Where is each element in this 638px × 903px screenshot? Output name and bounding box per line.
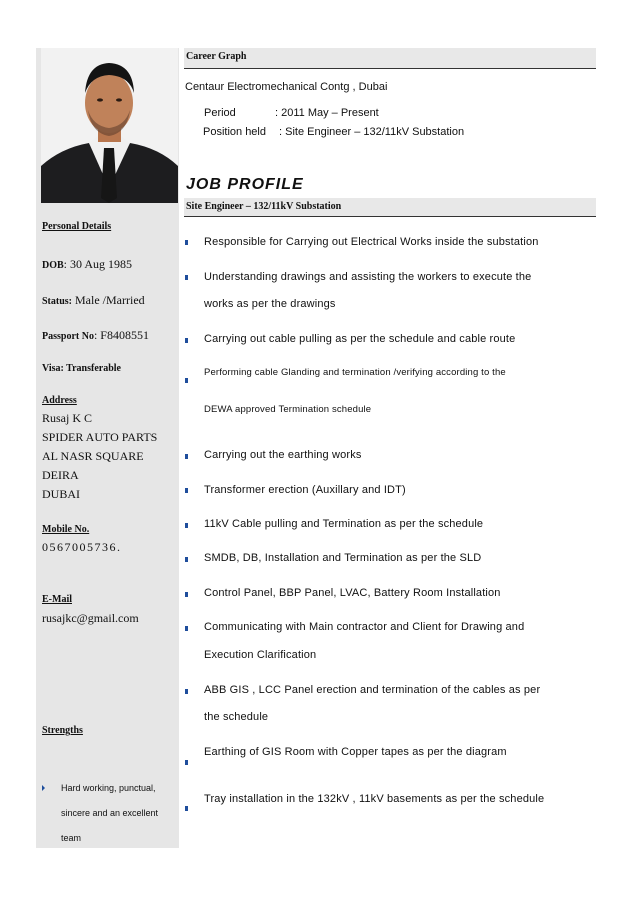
job-item: DEWA approved Termination schedule [204,404,372,415]
dob-value: : 30 Aug 1985 [63,257,133,271]
address-line: DEIRA [42,468,79,482]
passport-value: : F8408551 [93,328,149,342]
strength-line: Hard working, punctual, [61,783,156,793]
bullet-icon [185,454,188,459]
strength-line: team [61,833,82,843]
job-item: works as per the drawings [204,298,336,310]
bullet-icon [185,557,188,562]
job-item: Execution Clarification [204,649,317,661]
job-profile-title: JOB PROFILE [186,176,304,193]
job-subheading-bar [184,198,596,217]
job-item: Carrying out the earthing works [204,449,362,461]
period-value: : 2011 May – Present [275,107,379,119]
address-line: Rusaj K C [42,411,93,425]
job-item: Responsible for Carrying out Electrical Works inside the substation [204,236,539,248]
visa-text: Visa: Transferable [42,363,121,374]
job-item: Performing cable Glanding and termination /verifying according to the [204,367,506,378]
job-item: Tray installation in the 132kV , 11kV basements as per the schedule [204,793,545,805]
status-value: Male /Married [72,293,145,307]
career-graph-bar [184,48,596,69]
job-item: Earthing of GIS Room with Copper tapes as per the diagram [204,746,507,758]
bullet-icon [185,240,188,245]
bullet-icon [185,760,188,765]
bullet-arrow-icon [42,785,45,791]
address-line: SPIDER AUTO PARTS [42,430,158,444]
job-item: Understanding drawings and assisting the workers to execute the [204,271,532,283]
passport-label: Passport No [42,331,94,342]
personal-details-heading: Personal Details [42,221,112,232]
mobile-heading: Mobile No. [42,524,90,535]
strength-item [42,776,174,851]
passport-row [42,326,149,344]
address-heading: Address [42,395,77,406]
position-value: : Site Engineer – 132/11kV Substation [279,126,465,138]
strengths-heading: Strengths [42,725,83,736]
position-label: Position held [203,126,266,138]
sidebar [36,48,179,848]
bullet-icon [185,592,188,597]
status-label: Status: [42,296,73,307]
status-row [42,291,145,309]
dob-label: DOB [42,260,64,271]
email-value: rusajkc@gmail.com [42,611,139,625]
job-item: ABB GIS , LCC Panel erection and termination of the cables as per [204,684,541,696]
bullet-icon [185,338,188,343]
bullet-icon [185,689,188,694]
company-name: Centaur Electromechanical Contg , Dubai [185,81,388,93]
job-item: SMDB, DB, Installation and Termination as per the SLD [204,552,482,564]
job-subheading: Site Engineer – 132/11kV Substation [186,201,342,212]
job-item: Carrying out cable pulling as per the schedule and cable route [204,333,516,345]
career-graph-heading: Career Graph [186,51,247,62]
bullet-icon [185,488,188,493]
strength-line: sincere and an excellent [61,808,159,818]
bullet-icon [185,378,188,383]
bullet-icon [185,806,188,811]
email-heading: E-Mail [42,594,72,605]
job-item: the schedule [204,711,269,723]
profile-photo [41,48,178,203]
bullet-icon [185,275,188,280]
mobile-value: 0567005736. [42,540,122,554]
period-label: Period [204,107,236,119]
dob-row [42,255,132,273]
job-item: Control Panel, BBP Panel, LVAC, Battery Room Installation [204,587,501,599]
job-item: Communicating with Main contractor and Client for Drawing and [204,621,525,633]
bullet-icon [185,626,188,631]
address-block [42,409,157,504]
address-line: DUBAI [42,487,80,501]
address-line: AL NASR SQUARE [42,449,144,463]
job-item: 11kV Cable pulling and Termination as per the schedule [204,518,484,530]
job-item: Transformer erection (Auxillary and IDT) [204,484,406,496]
bullet-icon [185,523,188,528]
